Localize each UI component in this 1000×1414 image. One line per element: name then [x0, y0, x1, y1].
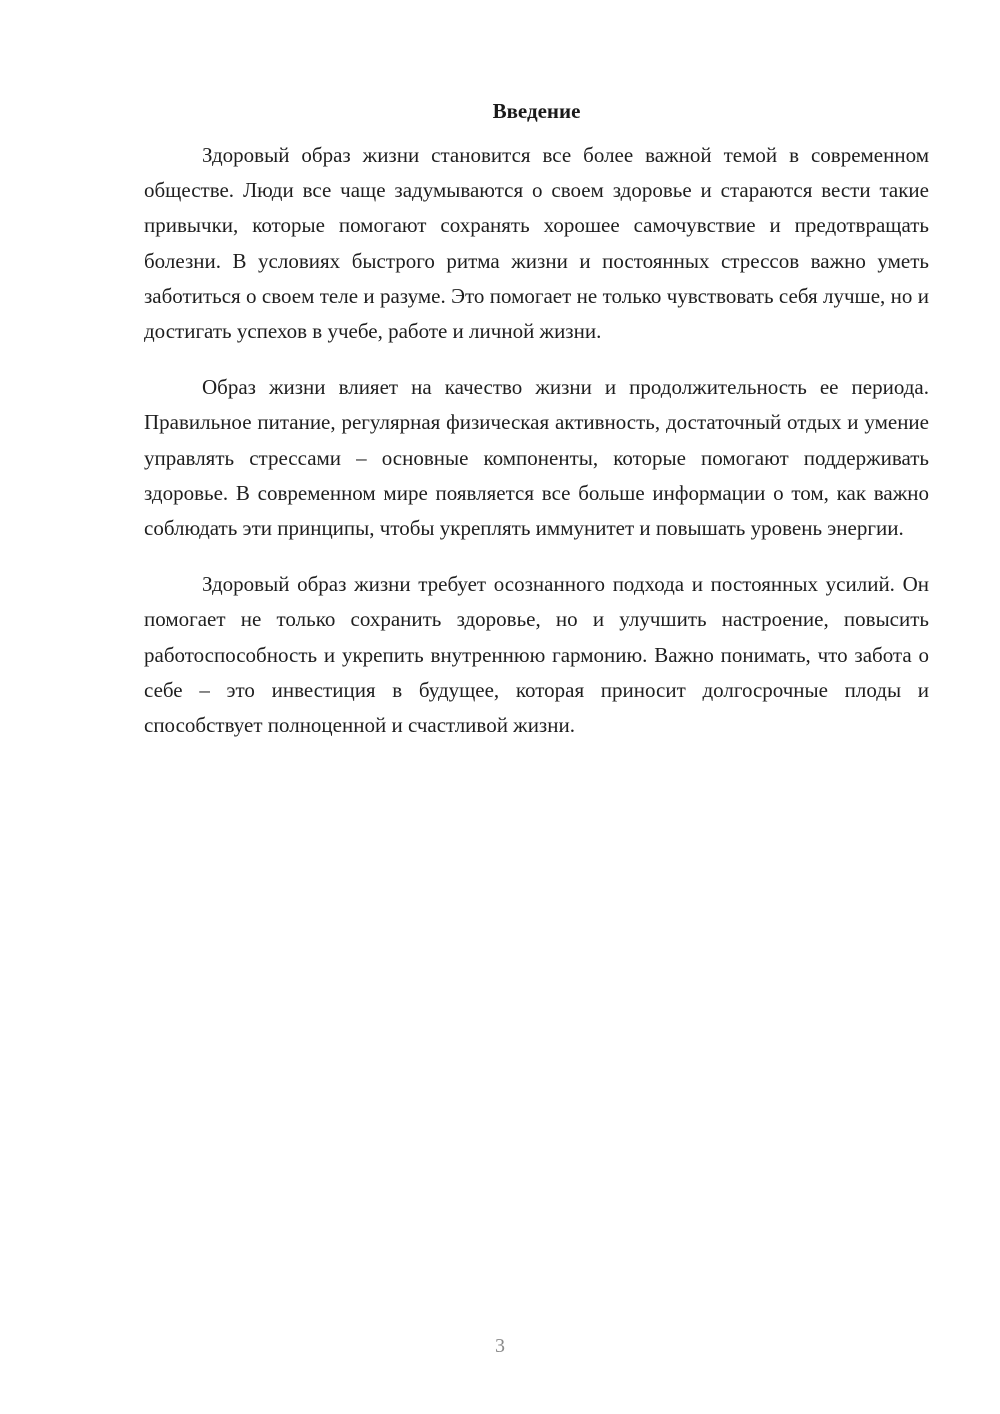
section-heading: Введение: [492, 99, 581, 123]
page-number: 3: [495, 1335, 505, 1357]
paragraph-1: Здоровый образ жизни становится все более важной темой в современном обществе. Люди все чаще задумываются о своем здоровье и стараются вести такие привычки, которые помогают сохранять хорошее самочувствие и предотвращать болезни. В условиях быстрого ритма жизни и постоянных стрессов важно уметь заботиться о своем теле и разуме. Это помогает не только чувствовать себя лучше, но и достигать успехов в учебе, работе и личной жизни.: [144, 143, 929, 344]
paragraph-2: Образ жизни влияет на качество жизни и продолжительность ее периода. Правильное питание, регулярная физическая активность, достаточный отдых и умение управлять стрессами – основные компоненты, которые помогают поддерживать здоровье. В современном мире появляется все больше информации о том, как важно соблюдать эти принципы, чтобы укреплять иммунитет и повышать уровень энергии.: [144, 375, 929, 541]
paragraph-3: Здоровый образ жизни требует осознанного подхода и постоянных усилий. Он помогает не только сохранить здоровье, но и улучшить настроение, повысить работоспособность и укрепить внутреннюю гармонию. Важно понимать, что забота о себе – это инвестиция в будущее, которая приносит долгосрочные плоды и способствует полноценной и счастливой жизни.: [144, 572, 929, 738]
page-content: [144, 95, 929, 743]
